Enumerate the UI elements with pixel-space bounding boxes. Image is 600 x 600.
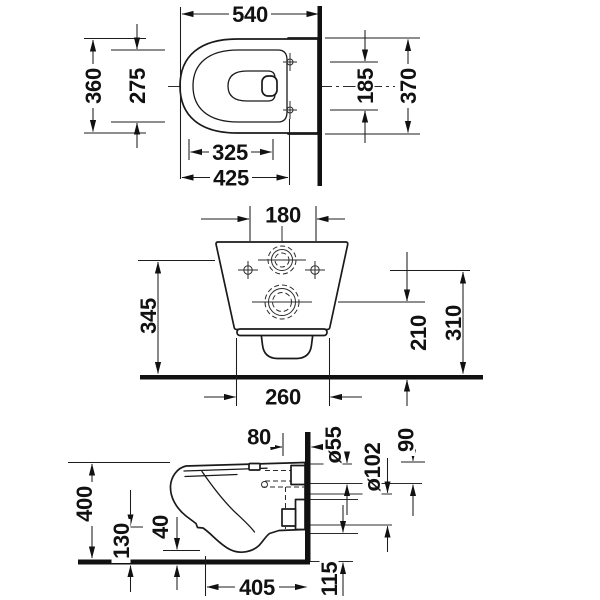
- side-view: [68, 422, 425, 600]
- dim-210-label: 210: [406, 315, 431, 351]
- dim-side-outlet-floor-clearance: [317, 505, 343, 600]
- dim-side-front-clearance: [109, 490, 143, 592]
- dim-405-label: 405: [239, 575, 275, 600]
- dim-side-inlet-drop: [394, 424, 426, 516]
- dim-side-inlet-diameter: [321, 422, 347, 515]
- dim-260-label: 260: [265, 384, 301, 410]
- dim-front-inlet-height: [136, 261, 215, 374]
- front-view: [136, 203, 483, 410]
- dim-side-inlet-setback: [245, 425, 323, 457]
- dim-325-label: 325: [212, 140, 248, 165]
- dim-185-label: 185: [353, 68, 378, 104]
- dim-80-label: 80: [247, 424, 271, 450]
- side-view-wall: [305, 432, 311, 562]
- front-view-floor: [140, 375, 483, 380]
- dim-425-label: 425: [213, 165, 249, 191]
- dim-115-label: 115: [317, 561, 342, 597]
- dim-130-label: 130: [109, 523, 134, 559]
- dim-180-label: 180: [265, 202, 301, 228]
- dim-o102-label: ø102: [360, 442, 385, 492]
- dim-540-label: 540: [232, 2, 268, 27]
- dim-top-inner-width: [111, 24, 165, 148]
- dim-275-label: 275: [125, 68, 150, 104]
- top-view-wall: [318, 6, 323, 186]
- side-view-toilet-profile: [170, 463, 305, 553]
- dim-400-label: 400: [72, 486, 97, 522]
- dim-345-label: 345: [136, 298, 161, 334]
- top-view-bowl-outline: [180, 39, 318, 133]
- dim-40-label: 40: [148, 515, 173, 539]
- dim-front-outlet-height: [338, 252, 431, 406]
- dim-front-hole-spacing: [201, 203, 345, 242]
- dim-310-label: 310: [441, 305, 466, 341]
- dim-o55-label: ø55: [321, 426, 346, 464]
- front-view-spout: [261, 333, 313, 359]
- top-view: [81, 2, 421, 191]
- dim-90-label: 90: [393, 428, 419, 452]
- dim-370-label: 370: [396, 68, 421, 104]
- dim-360-label: 360: [81, 68, 106, 104]
- dim-side-outlet-diameter: [360, 439, 388, 552]
- dim-top-seat-length: [189, 139, 273, 165]
- dim-side-trap-clearance: [148, 511, 200, 590]
